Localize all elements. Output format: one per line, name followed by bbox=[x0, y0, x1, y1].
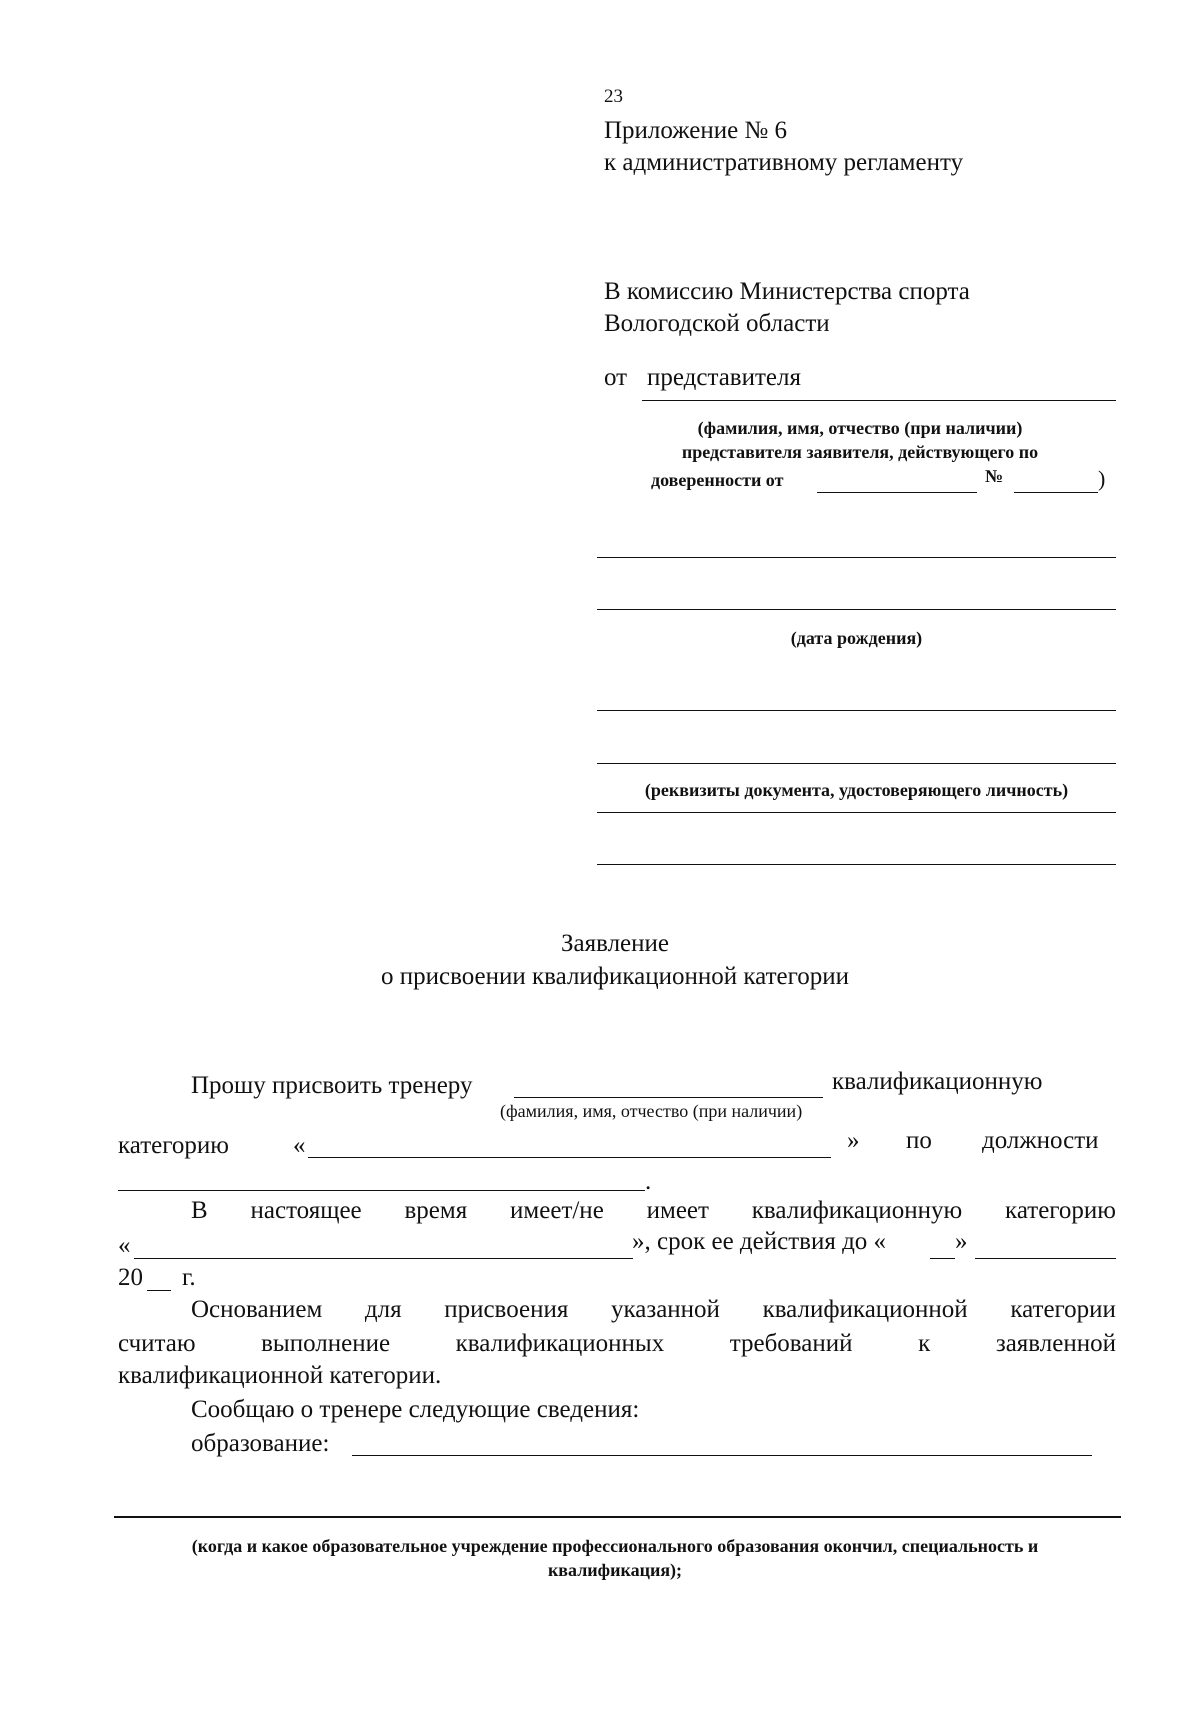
p3-word: требований bbox=[729, 1330, 853, 1357]
p3-line-1 bbox=[191, 1296, 1116, 1324]
hint-representative-2: представителя заявителя, действующего по bbox=[681, 442, 1039, 462]
id-field-line-2[interactable] bbox=[597, 812, 1116, 813]
document-subtitle: о присвоении квалификационной категории bbox=[380, 963, 850, 990]
position-word: должности bbox=[982, 1127, 1099, 1154]
year-prefix: 20 bbox=[118, 1264, 143, 1291]
p2-word: категорию bbox=[1005, 1197, 1116, 1224]
p2-word: время bbox=[404, 1197, 468, 1224]
year-field-line[interactable] bbox=[147, 1290, 171, 1291]
p3-word: категории bbox=[1010, 1296, 1116, 1323]
p2-word: В bbox=[191, 1197, 208, 1224]
p3-word: для bbox=[364, 1296, 402, 1323]
document-title: Заявление bbox=[560, 930, 670, 957]
hint-trainer: (фамилия, имя, отчество (при наличии) bbox=[500, 1101, 803, 1121]
appendix-title: Приложение № 6 bbox=[604, 117, 788, 144]
p3-word: заявленной bbox=[995, 1330, 1116, 1357]
hint-education-1: (когда и какое образовательное учреждение профессионального образования окончил, специальность и bbox=[191, 1536, 1039, 1556]
birthdate-field-line[interactable] bbox=[597, 710, 1116, 711]
p4-text: Сообщаю о тренере следующие сведения: bbox=[191, 1396, 640, 1423]
from-label: от bbox=[604, 364, 628, 391]
education-field-line-1[interactable] bbox=[352, 1455, 1092, 1456]
hint-id-document: (реквизиты документа, удостоверяющего личность) bbox=[644, 780, 1069, 800]
p2-word: имеет/не bbox=[510, 1197, 604, 1224]
proxy-number-sign: № bbox=[985, 466, 1004, 486]
proxy-date-line[interactable] bbox=[817, 492, 977, 493]
id-field-line-3[interactable] bbox=[597, 864, 1116, 865]
trainer-name-line[interactable] bbox=[514, 1097, 823, 1098]
from-field-line[interactable] bbox=[642, 400, 1116, 401]
p3-word: выполнение bbox=[261, 1330, 391, 1357]
po-word: по bbox=[906, 1127, 932, 1154]
p3-word: квалификационных bbox=[455, 1330, 665, 1357]
page-number: 23 bbox=[604, 86, 623, 107]
quote-close-1: » bbox=[847, 1127, 860, 1154]
validity-text: », срок ее действия до « bbox=[632, 1228, 887, 1255]
appendix-subtitle: к административному регламенту bbox=[604, 149, 964, 176]
hint-education-2: квалификация); bbox=[547, 1560, 683, 1580]
validity-month-line[interactable] bbox=[975, 1258, 1116, 1259]
validity-day-line[interactable] bbox=[930, 1258, 955, 1259]
p1-start: Прошу присвоить тренеру bbox=[191, 1072, 473, 1099]
p1-end: квалификационную bbox=[832, 1068, 1043, 1095]
name-field-line-1[interactable] bbox=[597, 557, 1116, 558]
p2-word: квалификационную bbox=[751, 1197, 963, 1224]
quote-open-2: « bbox=[118, 1232, 131, 1259]
addressee-line-2: Вологодской области bbox=[604, 310, 830, 337]
p2-line bbox=[191, 1197, 1116, 1225]
p2-word: имеет bbox=[646, 1197, 709, 1224]
addressee-line-1: В комиссию Министерства спорта bbox=[604, 278, 970, 305]
position-name-line[interactable] bbox=[118, 1190, 645, 1191]
p3-word: к bbox=[918, 1330, 931, 1357]
quote-open-1: « bbox=[293, 1132, 306, 1159]
p3-word: Основанием bbox=[191, 1296, 323, 1323]
p3-word: считаю bbox=[118, 1330, 196, 1357]
category-name-line[interactable] bbox=[308, 1157, 831, 1158]
hint-birthdate: (дата рождения) bbox=[790, 628, 923, 648]
proxy-close-paren: ) bbox=[1098, 466, 1106, 491]
p3-word: присвоения bbox=[444, 1296, 569, 1323]
from-value: представителя bbox=[647, 364, 801, 391]
name-field-line-2[interactable] bbox=[597, 609, 1116, 610]
category-word: категорию bbox=[118, 1132, 229, 1159]
education-label: образование: bbox=[191, 1430, 330, 1457]
year-suffix: г. bbox=[182, 1264, 196, 1291]
proxy-number-line[interactable] bbox=[1014, 492, 1098, 493]
p3-word: указанной bbox=[610, 1296, 720, 1323]
current-category-line[interactable] bbox=[134, 1258, 633, 1259]
p3-word: квалификационной bbox=[762, 1296, 968, 1323]
id-field-line-1[interactable] bbox=[597, 763, 1116, 764]
p2-word: настоящее bbox=[250, 1197, 362, 1224]
p3-line-3: квалификационной категории. bbox=[118, 1362, 442, 1389]
proxy-prefix: доверенности от bbox=[651, 470, 784, 490]
education-field-line-2[interactable] bbox=[114, 1516, 1121, 1518]
p3-line-2 bbox=[118, 1330, 1116, 1358]
period-1: . bbox=[645, 1168, 652, 1195]
hint-representative-1: (фамилия, имя, отчество (при наличии) bbox=[697, 418, 1023, 438]
validity-quote-close: » bbox=[955, 1228, 968, 1255]
